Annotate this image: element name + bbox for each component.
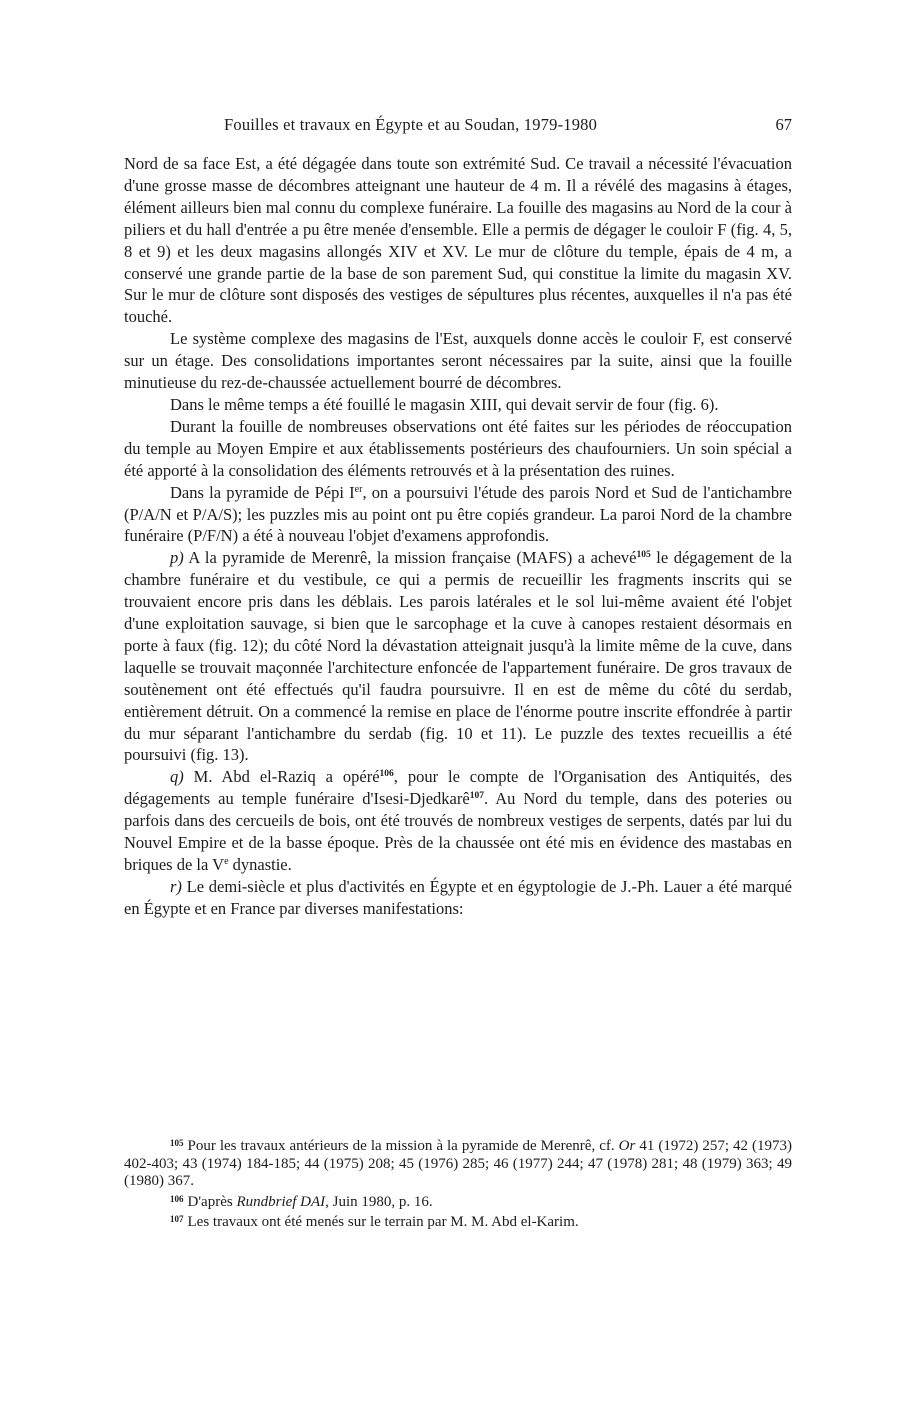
footnotes [124,1135,792,1232]
footnote-text-b: , Juin 1980, p. 16. [325,1193,433,1210]
paragraph-p-text-a: A la pyramide de Merenrê, la mission française (MAFS) a achevé [183,548,637,568]
superscript-e: e [224,856,229,867]
paragraph-q [124,766,792,876]
paragraph-p-text-b: le dégagement de la chambre funéraire et du vestibule, ce qui a permis de recueillir les fragments inscrits qui se trouvaient encore pris dans les déblais. Les parois latérales et le sol lui-même avaient été l'objet d'une exploitation sauvage, si bien que le sarcophage et la cuve à canopes restaient désormais en porte à faux (fig. 12); du côté Nord la dévastation atteignait jusqu'à la limite même de la cuve, dans laquelle se trouvait maçonnée l'architecture enfoncée de l'appartement funéraire. De gros travaux de soutènement ont été effectués qu'il faudra poursuivre. Il en est de même du côté du serdab, entièrement détruit. On a commencé la remise en place de l'énorme poutre inscrite effondrée à partir du mur séparant l'antichambre du serdab (fig. 10 et 11). Le puzzle des textes recueillis a été poursuivi (fig. 13). [124,548,792,765]
footnote-number: 105 [170,1138,184,1148]
footnote-107 [124,1211,792,1232]
footnote-105 [124,1135,792,1191]
footnote-number: 107 [170,1214,184,1224]
running-header [124,115,792,139]
footnote-text-a: D'après [187,1193,237,1210]
paragraph-5-text-b: , on a poursuivi l'étude des parois Nord et Sud de l'antichambre (P/A/N et P/A/S); les puzzles mis au point ont pu être copiés grandeur. La paroi Nord de la chambre funéraire (P/F/N) a été à nouveau l'objet d'examens approfondis. [124,482,793,546]
paragraph-5-text-a: Dans la pyramide de Pépi I [170,482,355,502]
footnote-italic: Rundbrief DAI [236,1193,326,1210]
paragraph-5 [124,482,792,548]
footnote-ref-106[interactable]: 106 [379,769,394,780]
footnote-text-b: 41 (1972) 257; 42 (1973) 402-403; 43 (1974) 184-185; 44 (1975) 208; 45 (1976) 285; 46 (1977) 244; 47 (1978) 281; 48 (1979) 363; 49 (1980) 367. [124,1138,793,1189]
item-label-r: r) [170,876,182,896]
footnote-number: 106 [170,1193,184,1204]
paragraph-p [124,547,792,766]
paragraph-r-text-a: Le demi-siècle et plus d'activités en Égypte et en égyptologie de J.-Ph. Lauer a été marqué en Égypte et en France par diverses manifestations: [124,876,792,918]
footnote-text-a: Les travaux ont été menés sur le terrain par M. M. Abd el-Karim. [187,1214,579,1230]
paragraph-q-text-a: M. Abd el-Raziq a opéré [183,767,380,787]
paragraph-q-text-c: . Au Nord du temple, dans des poteries ou parfois dans des cercueils de bois, ont été trouvés de nombreux vestiges de serpents, datés par lui du Nouvel Empire et de la basse époque. Près de la chaussée ont été mis en évidence des mastabas en briques de la V [124,789,792,874]
paragraph-r [124,876,792,920]
footnote-italic: Or [618,1138,636,1154]
paragraph-q-text-b: , pour le compte de l'Organisation des Antiquités, des dégagements au temple funéraire d'Isesi-Djedkarê [124,767,792,809]
paragraph-1: Nord de sa face Est, a été dégagée dans toute son extrémité Sud. Ce travail a nécessité l'évacuation d'une grosse masse de décombres atteignant une hauteur de 4 m. Il a révélé des magasins à étages, élément ailleurs bien mal connu du complexe funéraire. La fouille des magasins au Nord de la cour à piliers et du hall d'entrée a pu être menée d'ensemble. Elle a permis de dégager le couloir F (fig. 4, 5, 8 et 9) et les deux magasins allongés XIV et XV. Le mur de clôture du temple, épais de 4 m, a conservé une grande partie de la base de son parement Sud, qui constitue la limite du magasin XV. Sur le mur de clôture sont disposés des vestiges de sépultures plus récentes, auxquelles il n'a pas été touché. [124,154,792,327]
running-title: Fouilles et travaux en Égypte et au Soudan, 1979-1980 [224,115,598,134]
superscript-er: er [354,483,363,495]
item-label-q: q) [170,767,184,787]
item-label-p: p) [170,548,184,568]
paragraph-4: Durant la fouille de nombreuses observations ont été faites sur les périodes de réoccupation du temple au Moyen Empire et aux établissements postérieurs des chaufourniers. Un soin spécial a été apporté à la consolidation des éléments retrouvés et à la présentation des ruines. [124,416,792,480]
page-number: 67 [775,115,792,134]
footnote-106 [124,1191,792,1212]
paragraph-2: Le système complexe des magasins de l'Est, auxquels donne accès le couloir F, est conservé sur un étage. Des consolidations importantes seront nécessaires par la suite, ainsi que la fouille minutieuse du rez-de-chaussée actuellement bourré de décombres. [124,329,792,393]
footnote-text-a: Pour les travaux antérieurs de la mission à la pyramide de Merenrê, cf. [187,1138,619,1154]
main-text [124,153,792,920]
paragraph-q-text-d: dynastie. [228,855,292,874]
footnote-ref-105[interactable]: 105 [636,550,651,561]
footnote-ref-107[interactable]: 107 [469,791,484,802]
paragraph-3: Dans le même temps a été fouillé le magasin XIII, qui devait servir de four (fig. 6). [170,394,719,414]
